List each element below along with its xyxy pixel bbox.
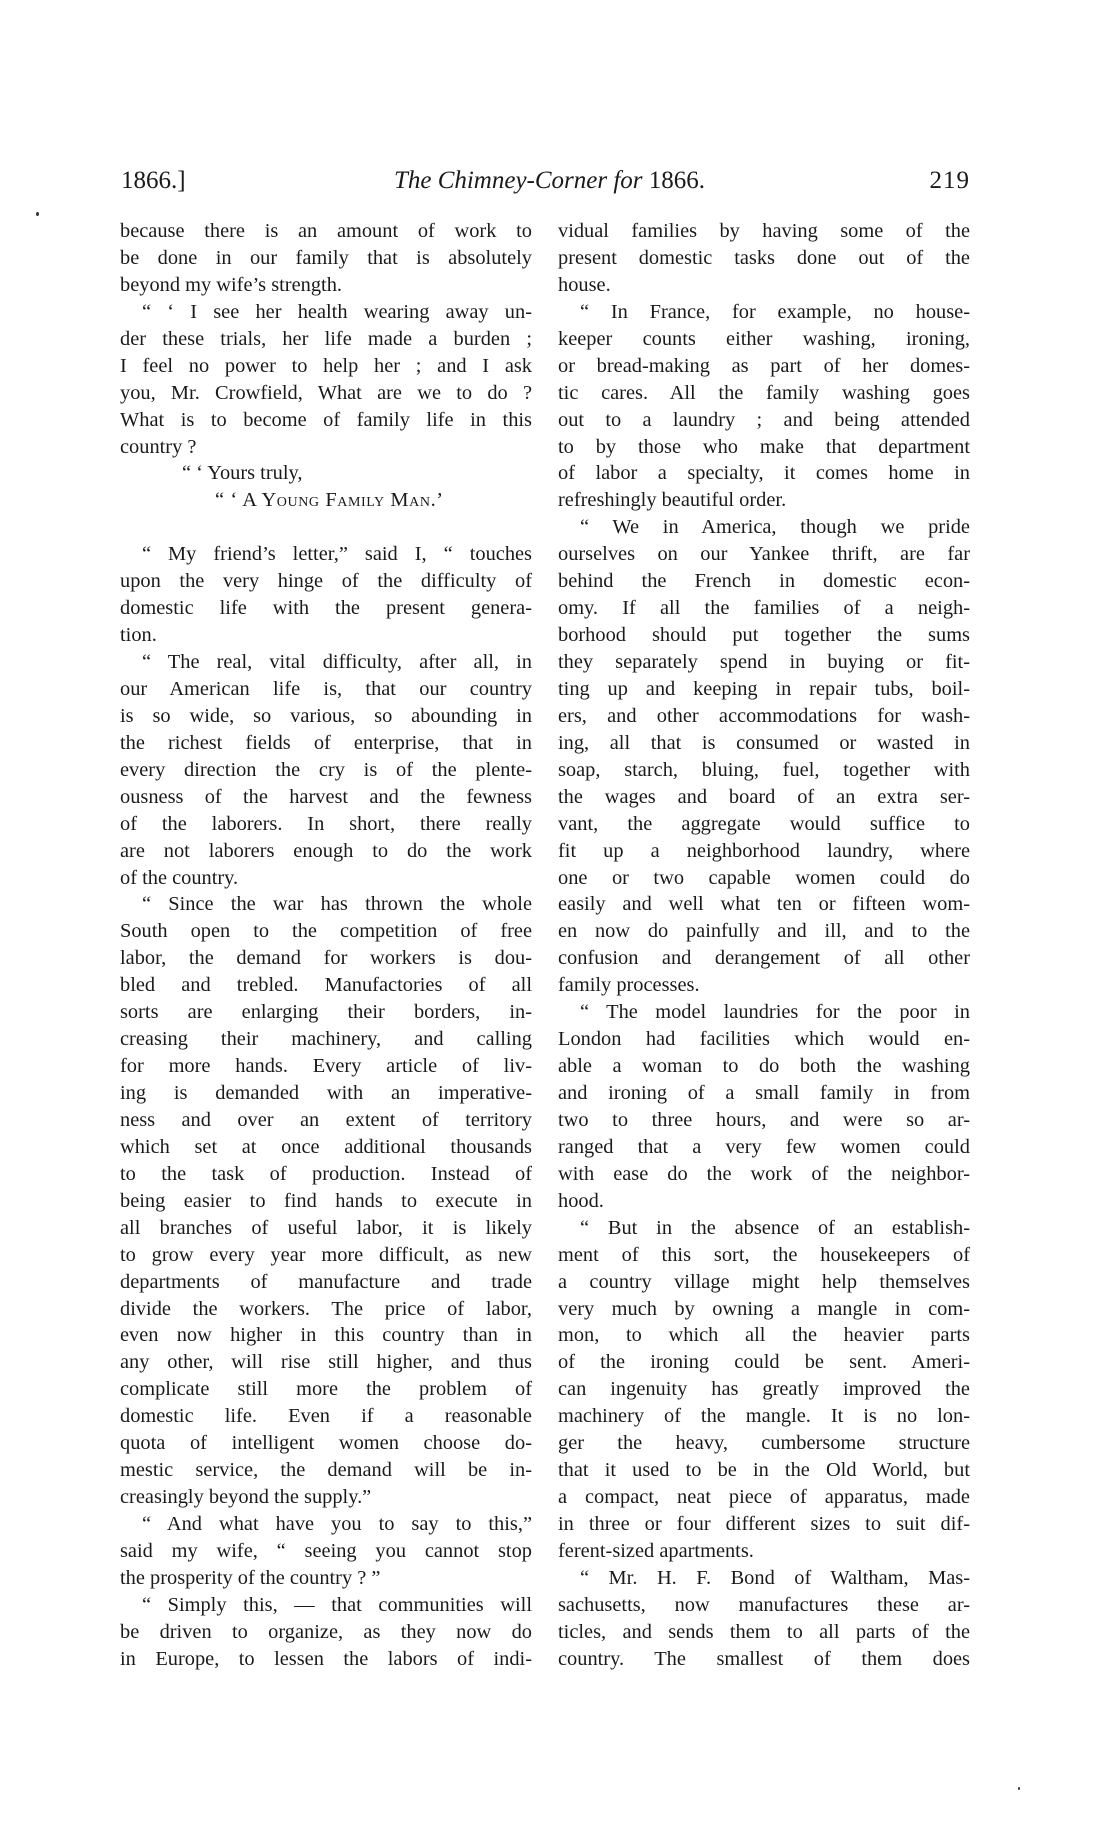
text-line: are not laborers enough to do the work	[120, 839, 532, 862]
text-line: in Europe, to lessen the labors of indi-	[120, 1647, 532, 1670]
text-line: to grow every year more difficult, as new	[120, 1243, 532, 1266]
text-line: even now higher in this country than in	[120, 1324, 532, 1347]
print-speck	[36, 212, 39, 216]
text-line: “ ‘ I see her health wearing away un-	[142, 300, 532, 323]
text-line: every direction the cry is of the plente-	[120, 758, 532, 781]
text-line: vidual families by having some of the	[558, 220, 970, 242]
text-line: “ The real, vital difficulty, after all, in	[142, 651, 532, 673]
text-line: omy. If all the families of a neigh-	[558, 597, 970, 620]
print-speck	[1018, 1787, 1020, 1790]
text-line: two to three hours, and were so ar-	[558, 1108, 970, 1131]
text-line: ment of this sort, the housekeepers of	[558, 1243, 970, 1266]
text-line: “ ‘ A Young Family Man.’	[215, 489, 444, 512]
text-line: ourselves on our Yankee thrift, are far	[558, 543, 970, 566]
text-line: you, Mr. Crowfield, What are we to do ?	[120, 381, 532, 404]
text-line: mestic service, the demand will be in-	[120, 1459, 532, 1482]
text-line: for more hands. Every article of liv-	[120, 1055, 532, 1078]
text-line: house.	[558, 273, 611, 296]
paragraph-gap	[120, 514, 532, 541]
text-line: ticles, and sends them to all parts of the	[558, 1620, 970, 1643]
text-line: der these trials, her life made a burden ;	[120, 327, 532, 350]
text-line: “ In France, for example, no house-	[580, 300, 970, 323]
text-line: tion.	[120, 624, 157, 647]
text-line: upon the very hinge of the difficulty of	[120, 570, 532, 593]
text-line: “ Mr. H. F. Bond of Waltham, Mas-	[580, 1566, 970, 1589]
text-line: a country village might help themselves	[558, 1270, 970, 1293]
text-line: departments of manufacture and trade	[120, 1270, 532, 1293]
text-line: to by those who make that department	[558, 435, 970, 458]
text-line: I feel no power to help her ; and I ask	[120, 354, 532, 377]
text-line: keeper counts either washing, ironing,	[558, 327, 970, 350]
text-line: the wages and board of an extra ser-	[558, 785, 970, 808]
text-line: domestic life. Even if a reasonable	[120, 1405, 532, 1428]
text-line: can ingenuity has greatly improved the	[558, 1378, 970, 1401]
text-line: be driven to organize, as they now do	[120, 1620, 532, 1643]
text-line: of labor a specialty, it comes home in	[558, 462, 970, 485]
text-line: South open to the competition of free	[120, 920, 532, 943]
text-line: creasing their machinery, and calling	[120, 1028, 532, 1051]
text-line: ferent-sized apartments.	[558, 1539, 754, 1562]
text-line: divide the workers. The price of labor,	[120, 1297, 532, 1320]
text-line: being easier to find hands to execute in	[120, 1189, 532, 1212]
text-line: present domestic tasks done out of the	[558, 246, 970, 269]
text-line: domestic life with the present genera-	[120, 597, 532, 620]
text-line: sachusetts, now manufactures these ar-	[558, 1593, 970, 1616]
text-line: of the country.	[120, 866, 239, 889]
text-line: creasingly beyond the supply.”	[120, 1486, 372, 1509]
text-line: ness and over an extent of territory	[120, 1108, 532, 1131]
text-line: behind the French in domestic econ-	[558, 570, 970, 593]
text-line: “ ‘ Yours truly,	[182, 462, 303, 485]
text-line: mon, to which all the heavier parts	[558, 1324, 970, 1347]
text-line: country ?	[120, 435, 197, 458]
text-line: able a woman to do both the washing	[558, 1055, 970, 1078]
text-line: “ And what have you to say to this,”	[142, 1513, 532, 1535]
text-line: they separately spend in buying or fit-	[558, 651, 970, 673]
text-line: “ We in America, though we pride	[580, 516, 970, 539]
text-line: and ironing of a small family in from	[558, 1082, 970, 1104]
text-line: “ But in the absence of an establish-	[580, 1216, 970, 1239]
text-line: all branches of useful labor, it is likely	[120, 1216, 532, 1239]
text-line: borhood should put together the sums	[558, 624, 970, 647]
text-line: bled and trebled. Manufactories of all	[120, 974, 532, 997]
text-line: the richest fields of enterprise, that in	[120, 731, 532, 754]
text-line: the prosperity of the country ? ”	[120, 1566, 381, 1589]
running-head-title-year: 1866.	[642, 167, 706, 194]
text-line: “ My friend’s letter,” said I, “ touches	[142, 543, 532, 566]
text-line: said my wife, “ seeing you cannot stop	[120, 1539, 532, 1562]
running-head	[121, 163, 972, 199]
text-line: to the task of production. Instead of	[120, 1162, 532, 1185]
text-line: or bread-making as part of her domes-	[558, 354, 970, 377]
text-line: en now do painfully and ill, and to the	[558, 920, 970, 943]
running-head-title	[121, 163, 972, 199]
text-line: any other, will rise still higher, and thus	[120, 1351, 532, 1374]
text-line: “ Since the war has thrown the whole	[142, 893, 532, 916]
text-line: quota of intelligent women choose do-	[120, 1432, 532, 1455]
text-line: ing is demanded with an imperative-	[120, 1082, 532, 1104]
text-line: ger the heavy, cumbersome structure	[558, 1432, 970, 1455]
text-line: soap, starch, bluing, fuel, together with	[558, 758, 970, 781]
text-line: ing, all that is consumed or wasted in	[558, 731, 970, 754]
text-line: beyond my wife’s strength.	[120, 273, 342, 296]
text-line: that it used to be in the Old World, but	[558, 1459, 970, 1482]
text-line: is so wide, so various, so abounding in	[120, 704, 532, 727]
running-head-title-italic: The Chimney-Corner for	[393, 167, 643, 194]
right-text-column	[558, 218, 970, 1673]
text-line: hood.	[558, 1189, 604, 1212]
text-line: easily and well what ten or fifteen wom-	[558, 893, 970, 916]
text-line: refreshingly beautiful order.	[558, 489, 787, 512]
text-line: very much by owning a mangle in com-	[558, 1297, 970, 1320]
running-head-year: 1866.]	[121, 167, 186, 194]
text-line: sorts are enlarging their borders, in-	[120, 1001, 532, 1024]
text-line: with ease do the work of the neighbor-	[558, 1162, 970, 1185]
text-line: “ Simply this, — that communities will	[142, 1593, 532, 1616]
page-number: 219	[929, 167, 970, 194]
text-line: because there is an amount of work to	[120, 220, 532, 242]
text-line: be done in our family that is absolutely	[120, 246, 532, 269]
text-line: fit up a neighborhood laundry, where	[558, 839, 970, 862]
text-line: country. The smallest of them does	[558, 1647, 970, 1670]
left-text-column	[120, 218, 532, 1673]
text-line: ranged that a very few women could	[558, 1135, 970, 1158]
text-line: a compact, neat piece of apparatus, made	[558, 1486, 970, 1509]
text-line: of the laborers. In short, there really	[120, 812, 532, 835]
text-line: machinery of the mangle. It is no lon-	[558, 1405, 970, 1428]
text-line: “ The model laundries for the poor in	[580, 1001, 970, 1024]
text-line: London had facilities which would en-	[558, 1028, 970, 1051]
text-line: of the ironing could be sent. Ameri-	[558, 1351, 970, 1374]
text-line: vant, the aggregate would suffice to	[558, 812, 970, 835]
text-line: ting up and keeping in repair tubs, boil-	[558, 677, 970, 700]
text-line: out to a laundry ; and being attended	[558, 408, 970, 431]
text-line: which set at once additional thousands	[120, 1135, 532, 1158]
text-line: ers, and other accommodations for wash-	[558, 704, 970, 727]
text-line: in three or four different sizes to suit dif-	[558, 1513, 970, 1535]
text-line: labor, the demand for workers is dou-	[120, 947, 532, 970]
text-line: our American life is, that our country	[120, 677, 532, 700]
text-line: What is to become of family life in this	[120, 408, 532, 431]
text-line: complicate still more the problem of	[120, 1378, 532, 1401]
text-line: one or two capable women could do	[558, 866, 970, 889]
text-line: family processes.	[558, 974, 700, 997]
text-line: tic cares. All the family washing goes	[558, 381, 970, 404]
text-line: confusion and derangement of all other	[558, 947, 970, 970]
text-line: ousness of the harvest and the fewness	[120, 785, 532, 808]
